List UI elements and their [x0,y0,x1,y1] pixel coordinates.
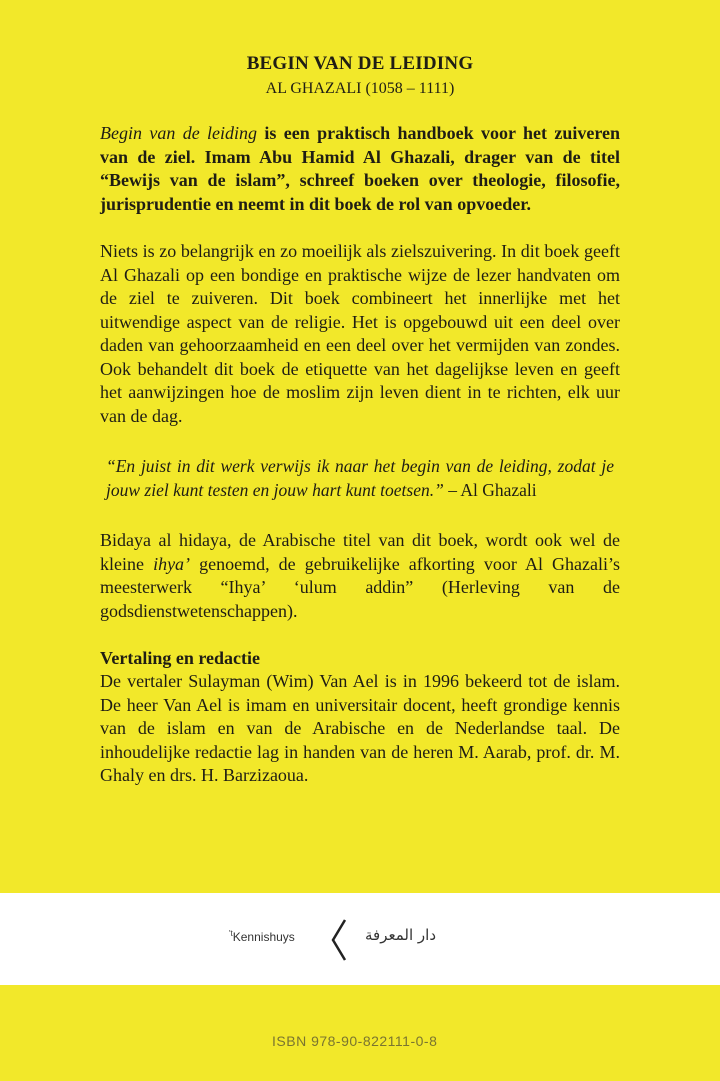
arabic-title-paragraph [100,529,620,623]
intro-paragraph [100,122,620,216]
publisher-prefix: 't [229,929,233,938]
isbn-number: ISBN 978-90-822111-0-8 [272,1033,438,1049]
blurb-text-area [100,52,620,788]
intro-book-title: Begin van de leiding [100,123,258,143]
publisher-name [229,929,295,944]
translation-heading: Vertaling en redactie [100,648,260,668]
publisher-logo-icon [327,918,349,962]
arabic-title-text-2: genoemd, de gebruikelijke afkorting voor Al Ghazali’s meesterwerk “Ihya’ ‘ulum addin” (Herleving van de godsdienstwetenschappen). [100,553,620,621]
intro-text: is een praktisch handboek voor het zuiveren van de ziel. Imam Abu Hamid Al Ghazali, drager van de titel “Bewijs van de islam”, schreef boeken over theologie, filosofie, jurisprudentie en neemt in dit boek de rol van opvoeder. [100,123,620,214]
quote-attribution: – Al Ghazali [443,480,537,500]
book-title: BEGIN VAN DE LEIDING [246,53,474,74]
description-paragraph: Niets is zo belangrijk en zo moeilijk als zielszuivering. In dit boek geeft Al Ghazali op een bondige en praktische wijze de lezer handvaten om de ziel te zuiveren. Dit boek combineert het innerlijke met het uitwendige aspect van de religie. Het is opgebouwd uit een deel over daden van gehoorzaamheid en een deel over het vermijden van zondes. Ook behandelt dit boek de etiquette van het dagelijkse leven en geeft het aanwijzingen hoe de moslim zijn leven dient in te richten, elk uur van de dag. [100,241,620,426]
publisher-band [0,893,720,985]
publisher-arabic-name: دار المعرفة [365,926,436,944]
translation-paragraph: De vertaler Sulayman (Wim) Van Ael is in 1996 bekeerd tot de islam. De heer Van Ael is imam en universitair docent, heeft grondige kennis van de islam en van de Arabische en de Nederlandse taal. De inhoudelijke redactie lag in handen van de heren M. Aarab, prof. dr. M. Ghaly en drs. H. Barzizaoua. [100,671,620,785]
author-and-dates: AL GHAZALI (1058 – 1111) [265,80,455,97]
arabic-title-text-1: Bidaya al hidaya, de Arabische titel van dit boek, wordt ook wel de kleine [100,530,620,574]
quote-text: “En juist in dit werk verwijs ik naar het begin van de leiding, zodat je jouw ziel kunt testen en jouw hart kunt toetsen.” [106,456,614,500]
ihya-italic: ihya’ [153,553,191,574]
author-quote [100,454,620,502]
publisher-name-text: Kennishuys [232,930,295,944]
